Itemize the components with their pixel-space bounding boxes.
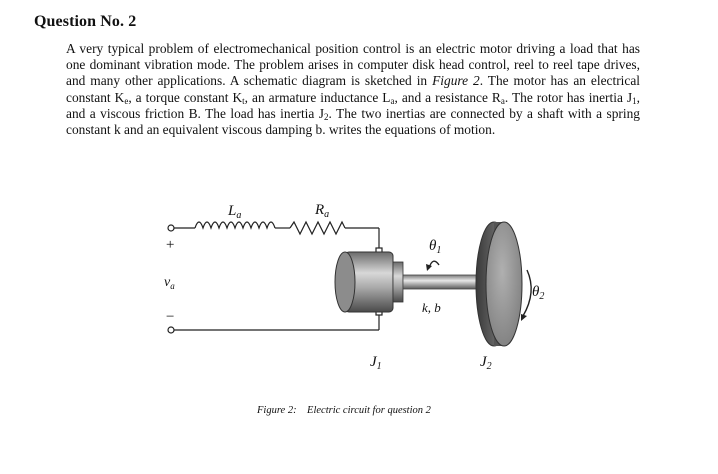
figure-caption: Figure 2: Electric circuit for question 2 [257,405,431,416]
label-va: $v_a$ [164,275,175,291]
paragraph-run: A very typical problem of electromechanical position control is an electric motor driving a load that has one dominant vibration mode. The problem arises in computer disk head control, reel to reel tape drives, and many other applications. A schematic diagram is sketched in [66,41,640,89]
subscript-run: a [500,95,505,106]
label-minus: − [165,309,176,325]
question-heading: Question No. 2 [34,13,137,30]
label-theta2: $\theta_2$ [532,284,545,302]
load-disk-j2 [476,222,522,346]
resistor-zigzag [290,222,345,234]
figure-reference: Figure 2 [432,73,480,89]
paragraph-run: , an armature inductance L [244,89,391,105]
label-ra: $R_a$ [315,202,330,220]
label-j1: $J_1$ [370,354,382,372]
paragraph-run: , and a resistance R [394,89,501,105]
paragraph-run: , and a viscous friction B. The load has inertia J [66,89,640,121]
label-theta1: $\theta_1$ [429,238,442,256]
label-la: $L_a$ [228,203,242,221]
subscript-run: 2 [324,111,329,122]
subscript-run: e [124,95,129,106]
subscript-run: t [242,95,245,106]
paragraph-run: , a torque constant K [128,89,243,105]
label-kb: k, b [422,300,441,315]
label-j2: $J_2$ [480,354,492,372]
subscript-run: a [390,95,395,106]
paragraph-run: . The two inertias are connected by a shaft with a spring constant k and an equivalent viscous damping b. writes the equations of motion. [66,105,640,138]
inductor-coil [195,222,275,228]
label-plus: + [165,237,176,253]
theta2-rotation-arrow [523,270,531,316]
paragraph-run: . The rotor has inertia J [504,89,633,105]
paragraph-run: . The motor has an electrical constant K [66,73,640,105]
motor-rotor-j1 [335,252,403,312]
subscript-run: 1 [632,95,637,106]
